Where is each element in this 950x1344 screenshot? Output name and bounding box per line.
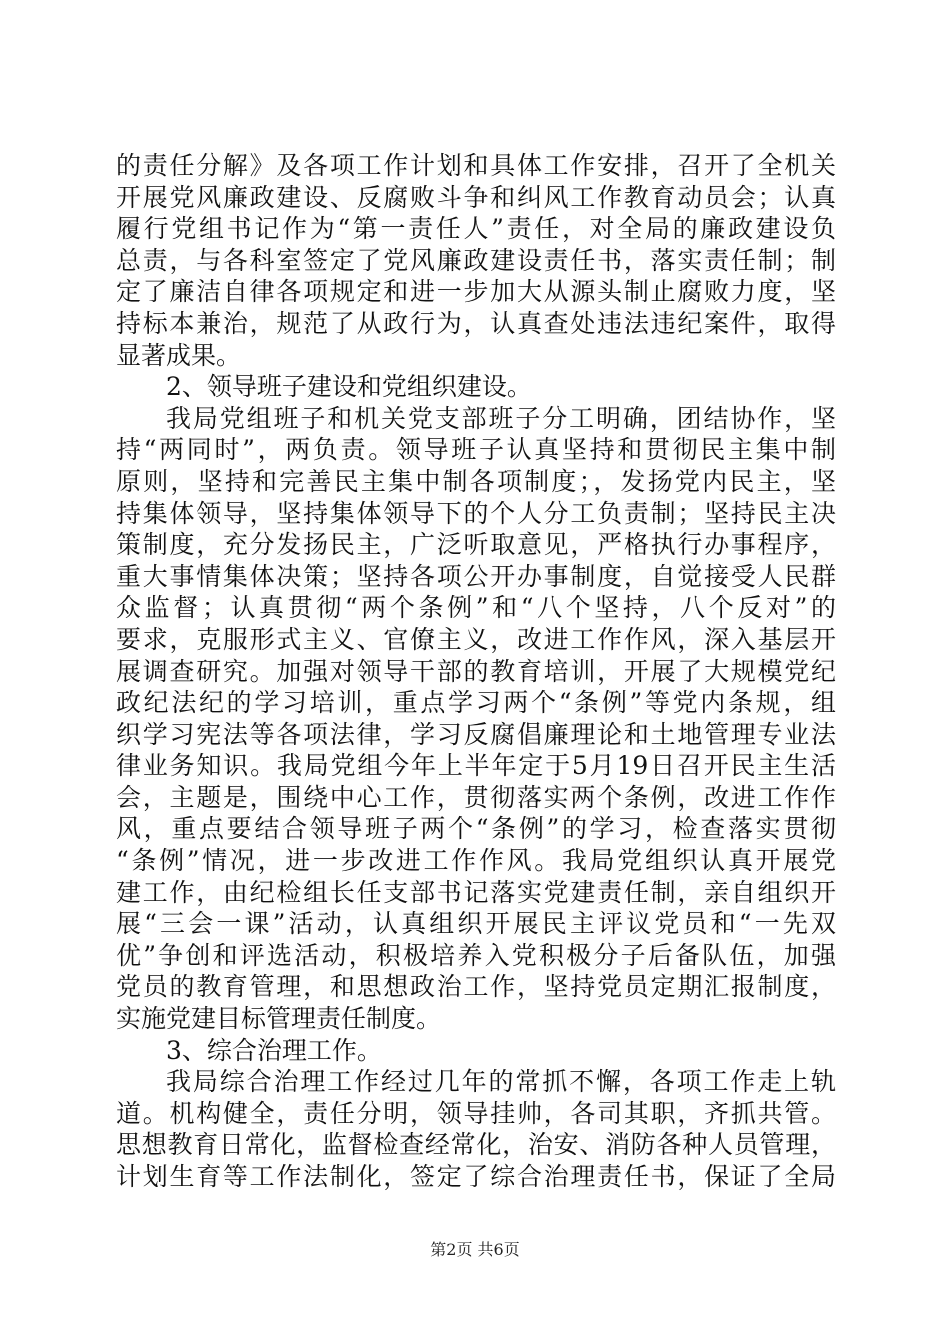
text-line: 履行党组书记作为“第一责任人”责任，对全局的廉政建设负 (116, 214, 836, 244)
text-line: 展“三会一课”活动，认真组织开展民主评议党员和“一先双 (116, 909, 836, 939)
text-line: 律业务知识。我局党组今年上半年定于5月19日召开民主生活 (116, 751, 836, 781)
text-line: 展调查研究。加强对领导干部的教育培训，开展了大规模党纪 (116, 656, 836, 686)
text-line: 思想教育日常化，监督检查经常化，治安、消防各种人员管理， (116, 1130, 836, 1160)
text-line: 原则，坚持和完善民主集中制各项制度；，发扬党内民主，坚 (116, 466, 836, 496)
page-number-footer: 第2页 共6页 (430, 1240, 520, 1259)
document-body (116, 150, 836, 1193)
paragraph-first-line: 我局党组班子和机关党支部班子分工明确，团结协作，坚 (166, 403, 836, 433)
text-line: 持集体领导，坚持集体领导下的个人分工负责制；坚持民主决 (116, 498, 836, 528)
text-line: 持标本兼治，规范了从政行为，认真查处违法违纪案件，取得 (116, 308, 836, 338)
text-line: 会，主题是，围绕中心工作，贯彻落实两个条例，改进工作作 (116, 782, 836, 812)
text-line: 织学习宪法等各项法律，学习反腐倡廉理论和土地管理专业法 (116, 719, 836, 749)
section-heading: 3、综合治理工作。 (166, 1035, 382, 1065)
text-line: 党员的教育管理，和思想政治工作，坚持党员定期汇报制度， (116, 972, 836, 1002)
text-line: 的责任分解》及各项工作计划和具体工作安排，召开了全机关 (116, 151, 836, 180)
text-line: 持“两同时”，两负责。领导班子认真坚持和贯彻民主集中制 (116, 435, 836, 465)
text-line: 显著成果。 (116, 340, 242, 370)
text-line: “条例”情况，进一步改进工作作风。我局党组织认真开展党 (116, 846, 836, 876)
text-line: 计划生育等工作法制化，签定了综合治理责任书，保证了全局 (116, 1162, 836, 1191)
text-line: 策制度，充分发扬民主，广泛听取意见，严格执行办事程序， (116, 530, 836, 560)
text-line: 开展党风廉政建设、反腐败斗争和纠风工作教育动员会；认真 (116, 182, 836, 212)
text-line: 实施党建目标管理责任制度。 (116, 1004, 442, 1034)
text-line: 重大事情集体决策；坚持各项公开办事制度，自觉接受人民群 (116, 561, 836, 591)
text-line: 风，重点要结合领导班子两个“条例”的学习，检查落实贯彻 (116, 814, 836, 844)
text-line: 要求，克服形式主义、官僚主义，改进工作作风，深入基层开 (116, 624, 836, 654)
text-line: 总责，与各科室签定了党风廉政建设责任书，落实责任制；制 (116, 245, 836, 275)
text-line: 优”争创和评选活动，积极培养入党积极分子后备队伍，加强 (116, 940, 836, 970)
text-line: 道。机构健全，责任分明，领导挂帅，各司其职，齐抓共管。 (116, 1098, 836, 1128)
section-heading: 2、领导班子建设和党组织建设。 (166, 372, 532, 402)
text-line: 定了廉洁自律各项规定和进一步加大从源头制止腐败力度，坚 (116, 277, 836, 307)
text-line: 众监督；认真贯彻“两个条例”和“八个坚持，八个反对”的 (116, 593, 836, 623)
text-line: 政纪法纪的学习培训，重点学习两个“条例”等党内条规，组 (116, 688, 836, 718)
text-line: 建工作，由纪检组长任支部书记落实党建责任制，亲自组织开 (116, 877, 836, 907)
paragraph-first-line: 我局综合治理工作经过几年的常抓不懈，各项工作走上轨 (166, 1067, 836, 1097)
